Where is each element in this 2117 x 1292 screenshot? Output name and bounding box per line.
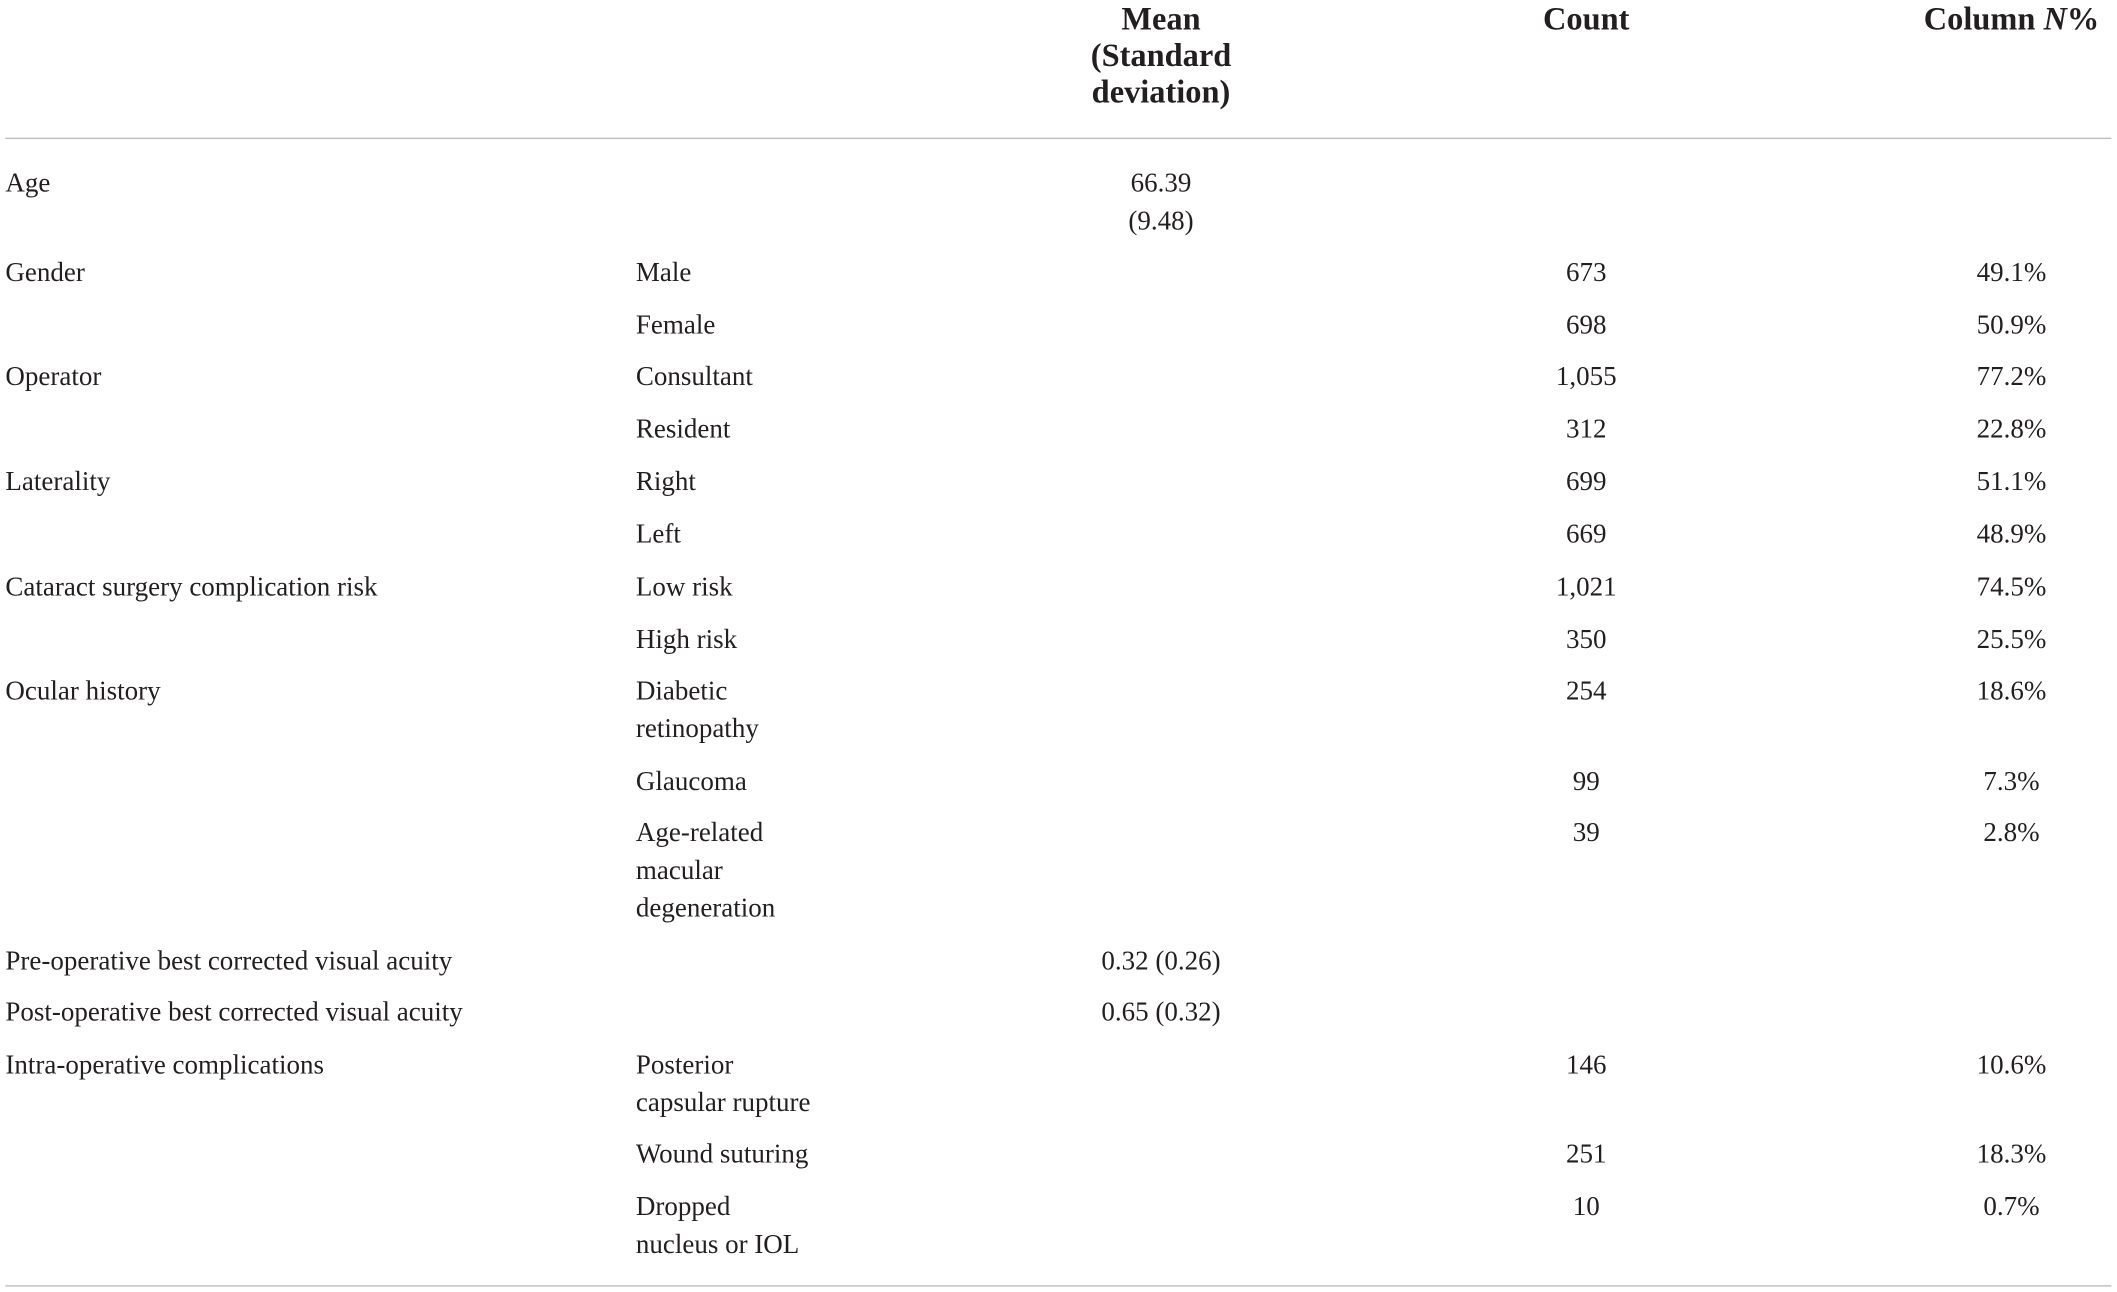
row-count: 350 [1566,625,1607,655]
row-category: Left [635,519,681,550]
row-category [636,814,775,927]
row-pct: 0.7% [1983,1192,2040,1222]
row-pct: 18.3% [1976,1139,2047,1170]
row-pct: 74.5% [1976,572,2047,603]
row-variable: Pre-operative best corrected visual acuity [5,946,453,977]
header-mean-line2: (Standard [1090,39,1232,75]
row-variable: Laterality [5,467,111,497]
row-mean: 0.32 (0.26) [1101,946,1221,977]
row-pct: 25.5% [1976,625,2047,655]
row-variable: Intra-operative complications [5,1050,325,1080]
row-count: 1,021 [1555,572,1617,603]
row-pct: 49.1% [1976,257,2047,288]
row-mean: 0.65 (0.32) [1101,997,1221,1028]
header-mean-line1: Mean [1121,2,1201,38]
row-category: Glaucoma [635,766,747,797]
header-pct-prefix: Column [1923,2,2044,38]
row-category: Resident [635,414,731,445]
row-variable: Post-operative best corrected visual acuity [5,997,463,1028]
bottom-rule [5,1285,2111,1286]
row-category-line2: retinopathy [635,714,759,744]
row-count: 10 [1572,1192,1600,1222]
row-category [636,672,759,748]
row-pct: 18.6% [1976,676,2047,707]
row-pct: 77.2% [1976,361,2047,392]
row-mean [1026,165,1296,241]
row-count: 254 [1566,676,1607,707]
row-category-line1: Diabetic [635,676,728,707]
row-variable: Ocular history [5,676,161,707]
row-category: Consultant [635,361,753,392]
row-pct: 2.8% [1983,818,2040,848]
row-category: Low risk [635,572,733,603]
row-pct: 50.9% [1976,310,2047,341]
row-category-line3: degeneration [635,893,776,924]
row-pct: 7.3% [1983,766,2040,797]
row-mean-line1: 66.39 [1130,168,1192,199]
row-count: 673 [1566,257,1607,288]
row-count: 699 [1566,467,1607,497]
row-pct: 51.1% [1976,467,2047,497]
row-mean-line2: (9.48) [1128,206,1194,237]
header-mean [1026,3,1296,112]
row-count: 698 [1566,310,1607,341]
row-category-line1: Posterior [635,1050,734,1080]
row-count: 251 [1566,1139,1607,1170]
row-category: Right [635,467,696,497]
row-category: Female [635,310,716,341]
row-category: Male [635,257,692,288]
row-count: 1,055 [1555,361,1617,392]
row-category-line1: Age-related [635,818,764,848]
row-variable: Gender [5,257,85,288]
row-pct: 22.8% [1976,414,2047,445]
row-pct: 48.9% [1976,519,2047,550]
row-count: 99 [1572,766,1600,797]
row-category [636,1046,811,1122]
row-count: 312 [1566,414,1607,445]
row-category-line2: macular [635,855,723,886]
row-category: Wound suturing [635,1139,809,1170]
row-category-line1: Dropped [635,1192,731,1222]
header-mean-line3: deviation) [1091,75,1231,111]
header-count: Count [1543,2,1630,38]
row-variable: Operator [5,361,102,392]
row-category-line2: nucleus or IOL [635,1229,800,1260]
row-count: 146 [1566,1050,1607,1080]
row-count: 669 [1566,519,1607,550]
row-category: High risk [635,625,738,655]
row-category-line2: capsular rupture [635,1088,811,1118]
header-pct-italic: N [2043,2,2067,38]
row-variable: Age [5,168,51,199]
header-rule [5,138,2111,139]
row-category [636,1188,799,1264]
header-column-n-pct [1877,3,2117,39]
row-count: 39 [1572,818,1600,848]
header-pct-suffix: % [2066,2,2100,38]
row-variable: Cataract surgery complication risk [5,572,378,603]
row-pct: 10.6% [1976,1050,2047,1080]
